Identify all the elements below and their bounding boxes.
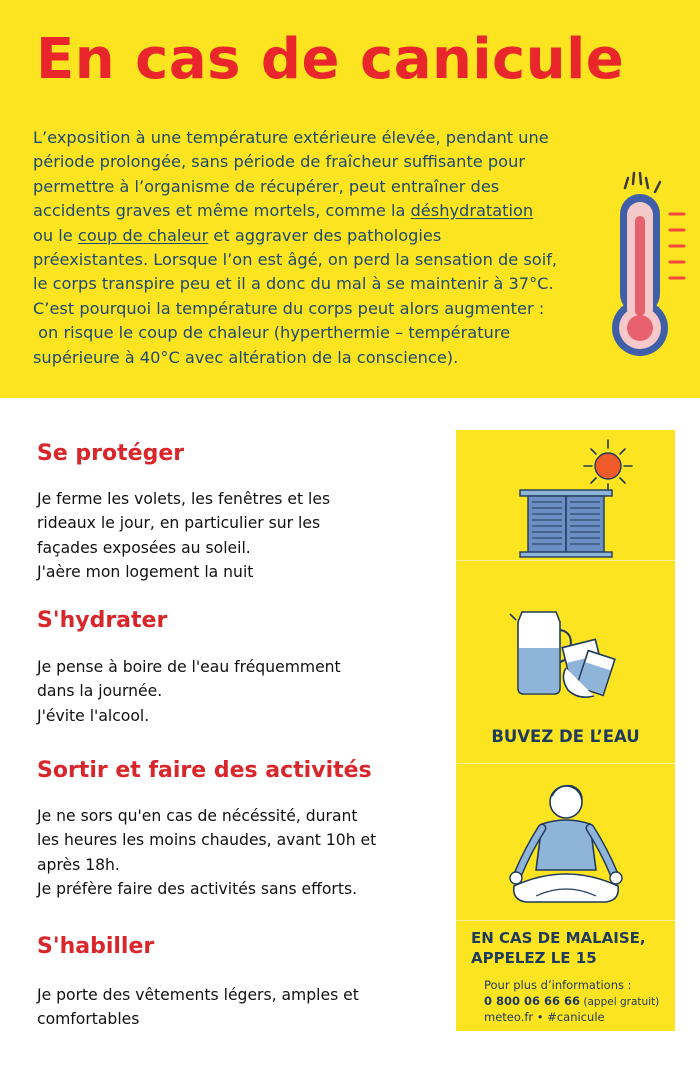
section-line: J'aère mon logement la nuit (37, 562, 254, 581)
divider (456, 560, 675, 561)
shutters-icon (518, 488, 614, 558)
intro-text: accidents graves et même mortels, comme la (33, 201, 411, 221)
intro-line: L’exposition à une température extérieure élevée, pendant une (33, 128, 549, 147)
dehydration-link[interactable]: déshydratation (410, 201, 534, 221)
section-line: rideaux le jour, en particulier sur les (37, 514, 321, 533)
section-line: Je ferme les volets, les fenêtres et les (37, 490, 331, 508)
phone-note: (appel gratuit) (580, 995, 660, 1008)
section-line: Je porte des vêtements légers, amples et (37, 986, 359, 1004)
page-title: En cas de canicule (36, 27, 625, 92)
emergency-line: EN CAS DE MALAISE, (471, 929, 646, 947)
phone-number[interactable]: 0 800 06 66 66 (484, 993, 581, 1008)
section-line: après 18h. (37, 855, 120, 874)
section-title-dress: S'habiller (37, 934, 155, 959)
intro-text: et aggraver des pathologies (208, 225, 442, 245)
section-line: Je préfère faire des activités sans efforts. (37, 879, 358, 898)
section-title-hydrate: S'hydrater (37, 608, 168, 633)
intro-line: on risque le coup de chaleur (hyperthermie – température (33, 323, 511, 343)
section-line: dans la journée. (37, 682, 163, 701)
intro-line: C’est pourquoi la température du corps peut alors augmenter : (33, 298, 545, 318)
section-line: Je pense à boire de l'eau fréquemment (37, 658, 341, 676)
section-line: les heures les moins chaudes, avant 10h et (37, 831, 377, 850)
divider (456, 920, 675, 921)
section-line: comfortables (37, 1010, 140, 1029)
info-block (484, 978, 659, 1026)
divider (456, 763, 675, 764)
section-body-activities (37, 804, 376, 901)
intro-line (33, 199, 623, 223)
section-body-hydrate (37, 655, 341, 728)
intro-line: le corps transpire peu et il a donc du mal à se maintenir à 37°C. (33, 274, 554, 294)
section-line: Je ne sors qu'en cas de nécéssité, durant (37, 807, 358, 825)
person-meditating-icon (496, 778, 636, 910)
section-title-protect: Se protéger (37, 441, 185, 466)
intro-line: période prolongée, sans période de fraîcheur suffisante pour (33, 152, 525, 172)
intro-text: ou le (33, 225, 78, 245)
water-jug-icon (508, 608, 620, 704)
website-hashtag[interactable]: meteo.fr • #canicule (484, 1010, 605, 1024)
drink-water-label: BUVEZ DE L’EAU (491, 727, 640, 746)
section-line: façades exposées au soleil. (37, 538, 251, 557)
section-body-protect (37, 487, 330, 584)
advice-poster (456, 430, 675, 1031)
sun-icon (578, 438, 638, 494)
intro-line: permettre à l’organisme de récupérer, peut entraîner des (33, 176, 500, 196)
section-line: J'évite l'alcool. (37, 706, 150, 725)
emergency-call-label (471, 928, 646, 968)
emergency-line: APPELEZ LE 15 (471, 949, 597, 967)
thermometer-icon (600, 170, 692, 370)
info-heading: Pour plus d’informations : (484, 978, 632, 992)
intro-line: préexistantes. Lorsque l’on est âgé, on perd la sensation de soif, (33, 250, 558, 270)
intro-line (33, 224, 623, 248)
intro-line: supérieure à 40°C avec altération de la conscience). (33, 347, 459, 367)
intro-paragraph (33, 126, 623, 370)
section-body-dress (37, 983, 359, 1032)
heatstroke-link[interactable]: coup de chaleur (77, 225, 209, 245)
section-title-activities: Sortir et faire des activités (37, 758, 372, 783)
